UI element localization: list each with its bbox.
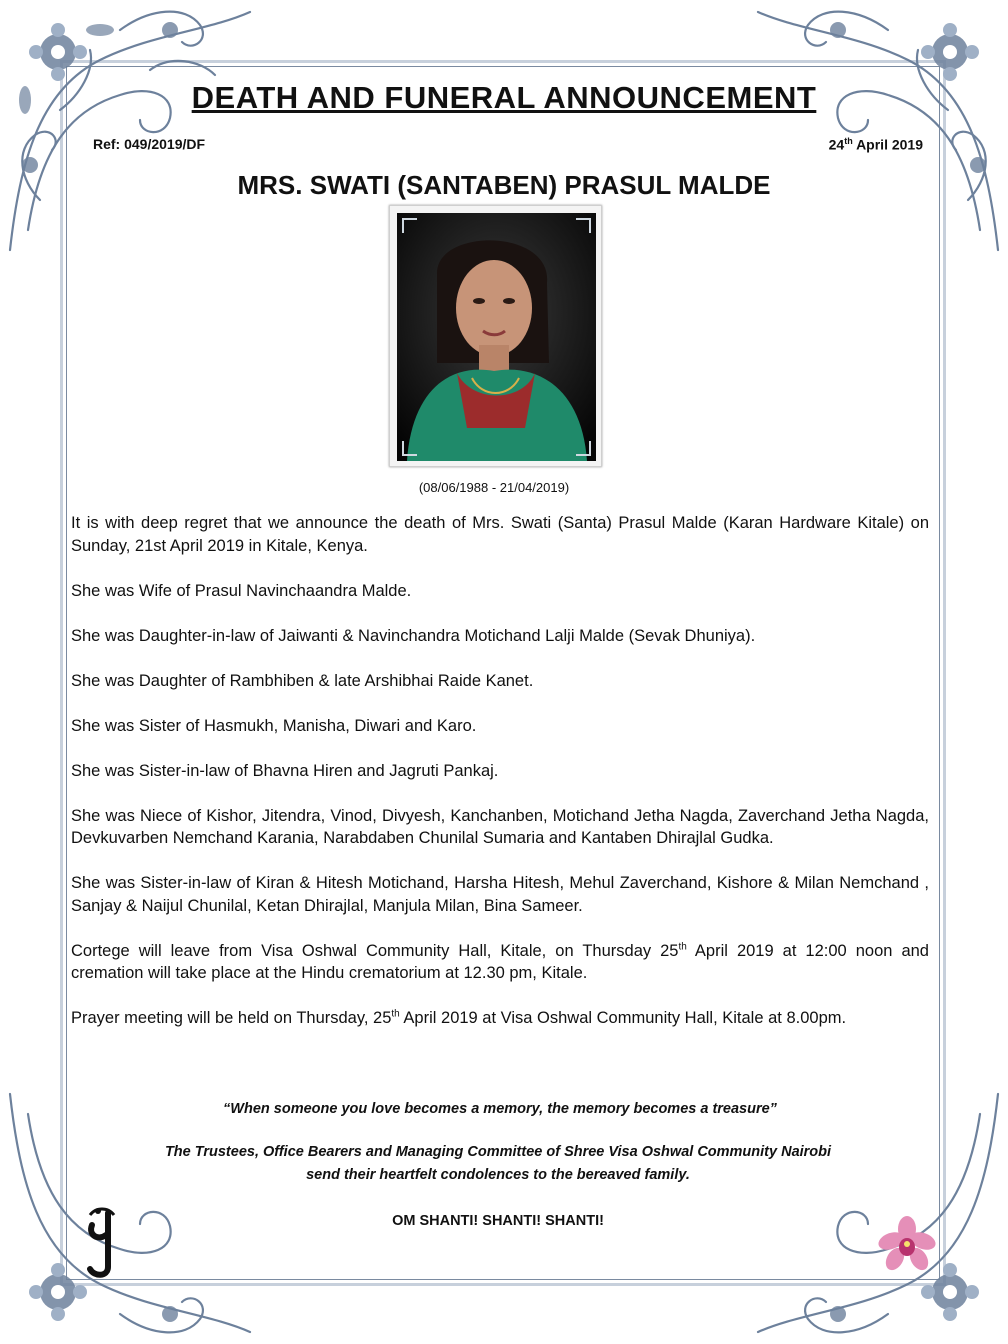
paragraph-announcement: It is with deep regret that we announce the death of Mrs. Swati (Santa) Prasul Malde (Karan Hardware Kitale) on Sunday, 21st April 2019 in Kitale, Kenya. <box>71 514 929 555</box>
floral-scroll-icon <box>0 0 260 260</box>
portrait-photo <box>397 213 596 461</box>
condolence-line: The Trustees, Office Bearers and Managing Committee of Shree Visa Oshwal Community Nairobi <box>164 1144 832 1160</box>
jain-symbol-icon <box>84 1205 124 1281</box>
announcement-body <box>71 512 929 1052</box>
memorial-quote: “When someone you love becomes a memory, the memory becomes a treasure” <box>223 1101 777 1117</box>
deceased-name: MRS. SWATI (SANTABEN) PRASUL MALDE <box>237 170 771 200</box>
paragraph-cortege: Cortege will leave from Visa Oshwal Community Hall, Kitale, on Thursday 25th April 2019 at 12:00 noon and cremation will take place at the Hindu crematorium at 12.30 pm, Kitale. <box>71 941 929 982</box>
paragraph-siblings: She was Sister of Hasmukh, Manisha, Diwari and Karo. <box>71 716 477 735</box>
announcement-date: 24th April 2019 <box>828 136 923 153</box>
paragraph-niece: She was Niece of Kishor, Jitendra, Vinod, Divyesh, Kanchanben, Motichand Jetha Nagda, Zaverchand Jetha Nagda, Devkuvarben Nemchand Karania, Narabdaben Chunilal Sumaria and Kantaben Dhirajlal Gudka. <box>71 806 929 847</box>
portrait-frame <box>389 205 602 467</box>
paragraph-extended-family: She was Sister-in-law of Kiran & Hitesh Motichand, Harsha Hitesh, Mehul Zaverchand, Kishore & Milan Nemchand , Sanjay & Naijul Chunilal, Ketan Dhirajlal, Manjula Milan, Bina Sameer. <box>71 874 929 915</box>
orchid-icon <box>877 1215 937 1275</box>
condolence-message <box>0 1141 996 1187</box>
paragraph-parents: She was Daughter of Rambhiben & late Arshibhai Raide Kanet. <box>71 671 534 690</box>
page-title: DEATH AND FUNERAL ANNOUNCEMENT <box>191 80 817 115</box>
paragraph-spouse: She was Wife of Prasul Navinchaandra Malde. <box>71 581 412 600</box>
floral-scroll-icon <box>748 0 1008 260</box>
lifespan-dates: (08/06/1988 - 21/04/2019) <box>418 480 570 495</box>
reference-number: Ref: 049/2019/DF <box>93 136 206 152</box>
paragraph-prayer-meeting: Prayer meeting will be held on Thursday, 25th April 2019 at Visa Oshwal Community Hall, Kitale at 8.00pm. <box>71 1008 847 1027</box>
paragraph-siblings-in-law: She was Sister-in-law of Bhavna Hiren and Jagruti Pankaj. <box>71 761 499 780</box>
condolence-line: send their heartfelt condolences to the bereaved family. <box>306 1167 690 1183</box>
om-shanti: OM SHANTI! SHANTI! SHANTI! <box>392 1213 604 1229</box>
paragraph-in-laws: She was Daughter-in-law of Jaiwanti & Navinchandra Motichand Lalji Malde (Sevak Dhuniya). <box>71 626 756 645</box>
